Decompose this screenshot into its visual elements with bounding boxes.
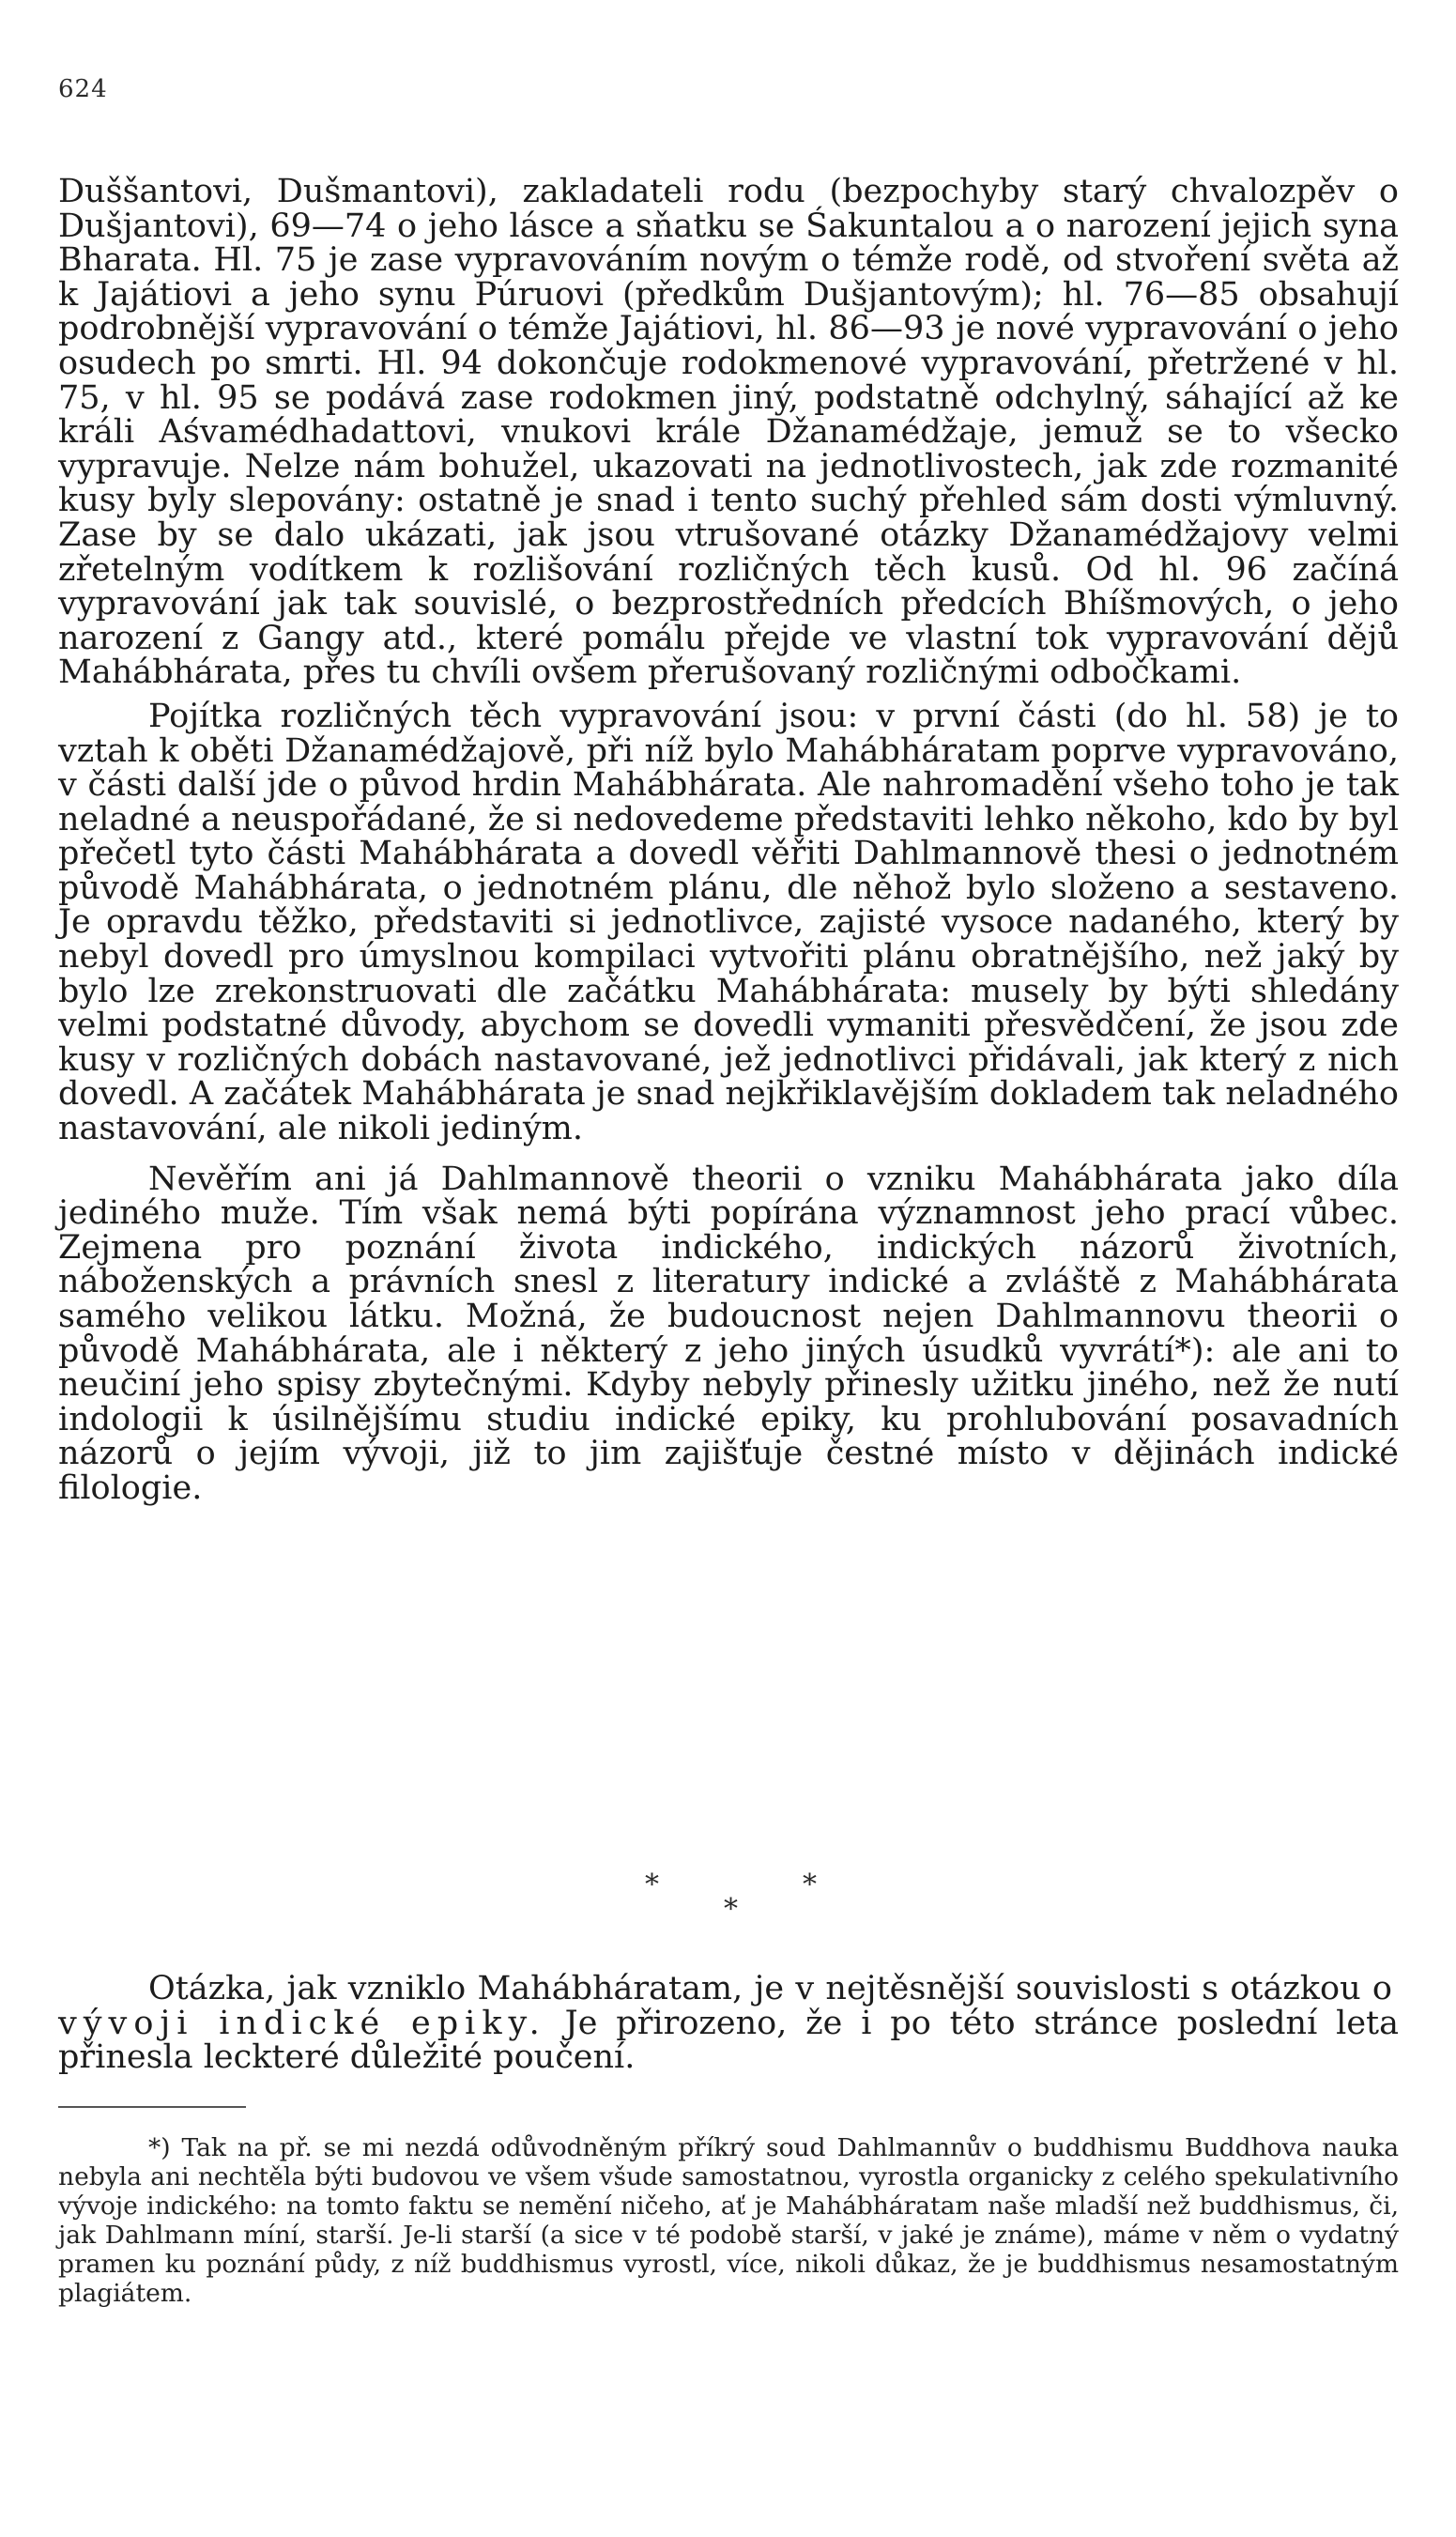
section-separator [0, 1868, 1456, 1962]
footnote-divider [58, 2106, 246, 2108]
footnote-text: *) Tak na př. se mi nezdá odůvodněným příkrý soud Dahlmannův o buddhismu Buddhova nauka nebyla ani nechtěla býti budovou ve všem všude samostatnou, vyrostla organicky z celého spekulativního vývoje indického: na tomto faktu se nemění ničeho, ať je Mahábháratam naše mladší než buddhismus, či, jak Dahlmann míní, starší. Je-li starší (a sice v té podobě starší, v jaké je známe), máme v něm o vydatný pramen ku poznání půdy, z níž buddhismus vyrostl, více, nikoli důkaz, že je buddhismus nesamostatným plagiátem. [58, 2133, 1399, 2308]
paragraph-pojitka: Pojítka rozličných těch vypravování jsou: v první části (do hl. 58) je to vztah k oběti Džanamédžajově, při níž bylo Mahábháratam poprve vypravováno, v části další jde o původ hrdin Mahábhárata. Ale nahromadění všeho toho je tak neladné a neuspořádané, že si nedovedeme představiti lehko někoho, kdo by byl přečetl tyto části Mahábhárata a dovedl věřiti Dahlmannově thesi o jednotném původě Mahábhárata, o jednotném plánu, dle něhož bylo složeno a sestaveno. Je opravdu těžko, představiti si jednotlivce, zajisté vysoce nadaného, který by nebyl dovedl pro úmyslnou kompilaci vytvořiti plánu obratnějšího, než jaký by bylo lze zrekonstruovati dle začátku Mahábhárata: musely by býti shledány velmi podstatné důvody, abychom se dovedli vymaniti přesvědčení, že jsou zde kusy v rozličných dobách nastavované, jež jednotlivci přidávali, jak který z nich dovedl. A začátek Mahábhárata je snad nejkřiklavějším dokladem tak neladného nastavování, ale nikoli jediným. [58, 697, 1399, 1148]
footnote [58, 2133, 1399, 2308]
page-number: 624 [58, 75, 108, 103]
section-text [58, 1972, 1399, 2075]
separator-star: * [803, 1868, 817, 1901]
paragraph-otazka-start: Otázka, jak vzniklo Mahábháratam, je v nejtěsnější souvislosti s otázkou [148, 1970, 1361, 2007]
emphasized-phrase: o vývoji indické epiky. [58, 1970, 1399, 2042]
paragraph-continued: Duššantovi, Dušmantovi), zakladateli rodu (bezpochyby starý chvalozpěv o Dušjantovi), 69—74 o jeho lásce a sňatku se Śakuntalou a o narození jejich syna Bharata. Hl. 75 je zase vypravováním novým o témže rodě, od stvoření světa až k Jajátiovi a jeho synu Púruovi (předkům Dušjantovým); hl. 76—85 obsahují podrobnější vypravování o témže Jajátiovi, hl. 86—93 je nové vypravování o jeho osudech po smrti. Hl. 94 dokončuje rodokmenové vypravování, přetržené v hl. 75, v hl. 95 se podává zase rodokmen jiný, podstatně odchylný, sáhající až ke králi Aśvamédhadattovi, vnukovi krále Džanamédžaje, jemuž se to všecko vypravuje. Nelze nám bohužel, ukazovati na jednotlivostech, jak zde rozmanité kusy byly slepovány: ostatně je snad i tento suchý přehled sám dosti výmluvný. Zase by se dalo ukázati, jak jsou vtrušované otázky Džanamédžajovy velmi zřetelným vodítkem k rozlišování rozličných těch kusů. Od hl. 96 začíná vypravování jak tak souvislé, o bezprostředních předcích Bhíšmových, o jeho narození z Gangy atd., které pomálu přejde ve vlastní tok vypravování dějů Mahábhárata, přes tu chvíli ovšem přerušovaný rozličnými odbočkami. [58, 173, 1399, 692]
separator-star: * [724, 1893, 738, 1926]
separator-star: * [645, 1868, 659, 1901]
paragraph-neverim: Nevěřím ani já Dahlmannově theorii o vzniku Mahábhárata jako díla jediného muže. Tím však nemá býti popírána významnost jeho prací vůbec. Zejmena pro poznání života indického, indických názorů životních, náboženských a právních snesl z literatury indické a zvláště z Mahábhárata samého velikou látku. Možná, že budoucnost nejen Dahlmannovu theorii o původě Mahábhárata, ale i některý z jeho jiných úsudků vyvrátí*): ale ani to neučiní jeho spisy zbytečnými. Kdyby nebyly přinesly užitku jiného, než že nutí indologii k úsilnějšímu studiu indické epiky, ku prohlubování posavadních názorů o jejím vývoji, již to jim zajišťuje čestné místo v dějinách indické filologie. [58, 1160, 1399, 1507]
paragraph-otazka-end: Je přirozeno, že i po této stránce poslední leta přinesla leckteré důležité poučení. [58, 2004, 1399, 2077]
main-text [58, 175, 1399, 1506]
paragraph-otazka [58, 1972, 1399, 2075]
